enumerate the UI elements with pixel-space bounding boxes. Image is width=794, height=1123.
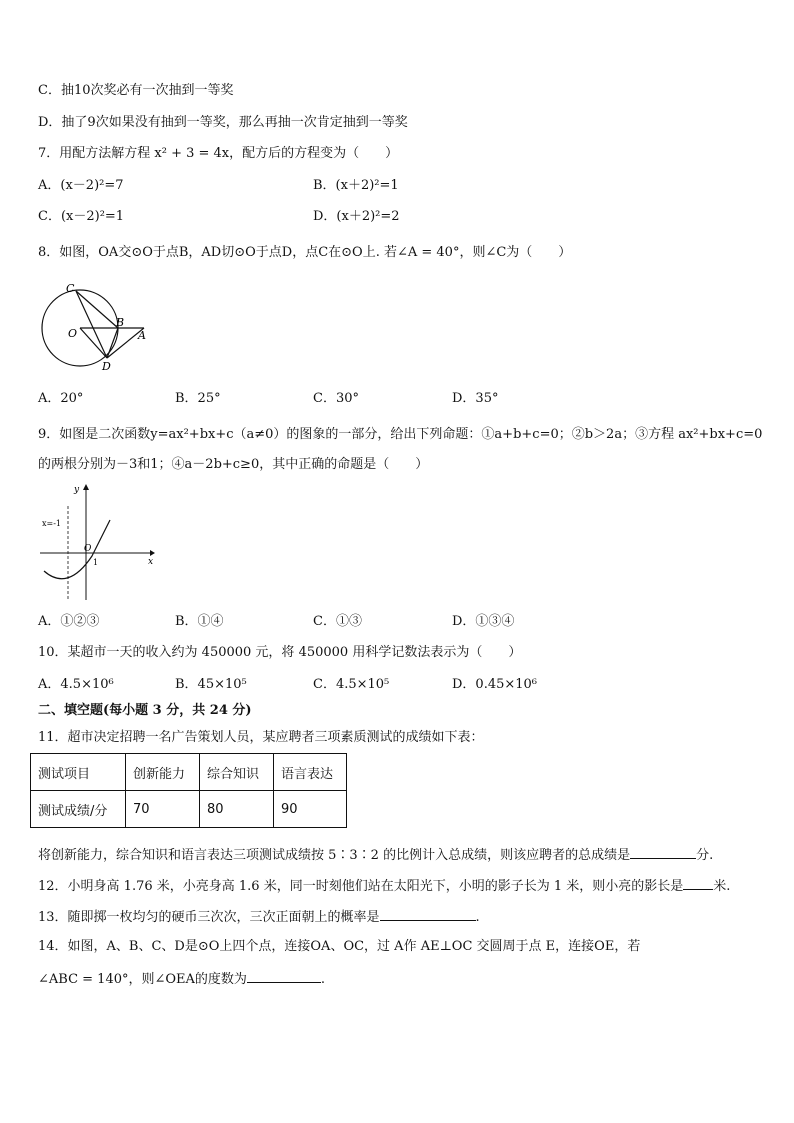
q11-question bbox=[38, 845, 713, 865]
q10-option-b: B．45×10⁵ bbox=[175, 677, 247, 692]
q8-line-cb bbox=[76, 291, 118, 328]
q8-option-d: D．35° bbox=[452, 391, 499, 406]
q9-label-one: 1 bbox=[93, 558, 99, 567]
q10-stem: 10．某超市一天的收入约为 450000 元，将 450000 用科学记数法表示为（ ） bbox=[38, 645, 522, 660]
q9-parabola-curve bbox=[44, 520, 110, 579]
q11-unit: 分. bbox=[696, 848, 714, 863]
q8-label-d: D bbox=[102, 360, 111, 373]
q9-option-b: B．①④ bbox=[175, 614, 224, 629]
q6-option-c: C．抽10次奖必有一次抽到一等奖 bbox=[38, 83, 234, 98]
q9-x-axis-arrow bbox=[150, 550, 155, 556]
q7-option-a: A．(x－2)²=7 bbox=[38, 178, 124, 193]
q8-label-b: B bbox=[116, 316, 125, 329]
table-header-cell: 创新能力 bbox=[126, 754, 200, 791]
q13-end: . bbox=[475, 910, 480, 925]
table-header-cell: 语言表达 bbox=[274, 754, 347, 791]
q7-option-d: D．(x＋2)²=2 bbox=[313, 209, 400, 224]
q8-label-o: O bbox=[68, 327, 78, 340]
q12-unit: 米. bbox=[713, 879, 731, 894]
table-row bbox=[31, 791, 347, 828]
q14-text: ∠ABC = 140°，则∠OEA的度数为 bbox=[38, 972, 247, 987]
q9-label-origin: O bbox=[84, 544, 92, 554]
q7-stem: 7．用配方法解方程 x² + 3 = 4x，配方后的方程变为（ ） bbox=[38, 146, 399, 161]
q9-option-d: D．①③④ bbox=[452, 614, 515, 629]
q12-answer-blank[interactable] bbox=[683, 876, 713, 890]
q14-line2 bbox=[38, 969, 325, 989]
q13-question bbox=[38, 907, 480, 927]
q12-text: 12．小明身高 1.76 米，小亮身高 1.6 米，同一时刻他们站在太阳光下，小明的影子长为 1 米，则小亮的影长是 bbox=[38, 879, 684, 894]
q9-parabola-figure bbox=[38, 480, 158, 604]
table-cell: 80 bbox=[200, 791, 274, 828]
q10-option-a: A．4.5×10⁶ bbox=[38, 677, 114, 692]
table-cell: 90 bbox=[274, 791, 347, 828]
q6-option-d: D．抽了9次如果没有抽到一等奖，那么再抽一次肯定抽到一等奖 bbox=[38, 115, 408, 130]
q13-text: 13．随即掷一枚均匀的硬币三次次，三次正面朝上的概率是 bbox=[38, 910, 380, 925]
q9-label-x: x bbox=[148, 557, 154, 567]
q8-stem: 8．如图，OA交⊙O于点B，AD切⊙O于点D，点C在⊙O上. 若∠A = 40°，则∠C为（ ） bbox=[38, 245, 572, 260]
q9-stem-line2: 的两根分别为－3和1；④a－2b+c≥0，其中正确的命题是（ ） bbox=[38, 457, 429, 472]
table-header-cell: 测试项目 bbox=[31, 754, 126, 791]
q10-option-c: C．4.5×10⁵ bbox=[313, 677, 390, 692]
section-2-heading: 二、填空题(每小题 3 分，共 24 分) bbox=[38, 703, 252, 718]
q11-answer-blank[interactable] bbox=[630, 845, 696, 859]
q8-option-a: A．20° bbox=[38, 391, 84, 406]
table-row bbox=[31, 754, 347, 791]
q14-answer-blank[interactable] bbox=[247, 969, 321, 983]
q14-end: . bbox=[320, 972, 326, 987]
q9-stem-line1: 9．如图是二次函数y=ax²+bx+c（a≠0）的图象的一部分，给出下列命题：①a+b+c=0；②b＞2a；③方程 ax²+bx+c=0 bbox=[38, 427, 763, 442]
q13-answer-blank[interactable] bbox=[380, 907, 476, 921]
q12-question bbox=[38, 876, 730, 896]
table-cell: 测试成绩/分 bbox=[31, 791, 126, 828]
q11-stem: 11．超市决定招聘一名广告策划人员，某应聘者三项素质测试的成绩如下表： bbox=[38, 730, 484, 745]
q9-axis-label: x=-1 bbox=[42, 519, 62, 528]
q8-option-c: C．30° bbox=[313, 391, 359, 406]
q14-line1: 14．如图，A、B、C、D是⊙O上四个点，连接OA、OC，过 A作 AE⊥OC 交圆周于点 E，连接OE，若 bbox=[38, 939, 641, 954]
q9-option-a: A．①②③ bbox=[38, 614, 100, 629]
q9-option-c: C．①③ bbox=[313, 614, 362, 629]
q9-label-y: y bbox=[74, 485, 80, 495]
q9-y-axis-arrow bbox=[83, 484, 89, 490]
q11-text: 将创新能力，综合知识和语言表达三项测试成绩按 5∶3∶2 的比例计入总成绩，则该应聘者的总成绩是 bbox=[38, 848, 631, 863]
q7-option-c: C．(x－2)²=1 bbox=[38, 209, 125, 224]
q8-label-c: C bbox=[66, 282, 75, 295]
q8-label-a: A bbox=[138, 329, 146, 342]
q10-option-d: D．0.45×10⁶ bbox=[452, 677, 538, 692]
table-header-cell: 综合知识 bbox=[200, 754, 274, 791]
q8-circle-figure bbox=[38, 280, 158, 376]
q8-line-cd bbox=[76, 291, 107, 358]
q8-option-b: B．25° bbox=[175, 391, 221, 406]
q11-score-table bbox=[30, 753, 347, 828]
q8-line-od bbox=[80, 328, 107, 358]
q7-option-b: B．(x＋2)²=1 bbox=[313, 178, 399, 193]
table-cell: 70 bbox=[126, 791, 200, 828]
